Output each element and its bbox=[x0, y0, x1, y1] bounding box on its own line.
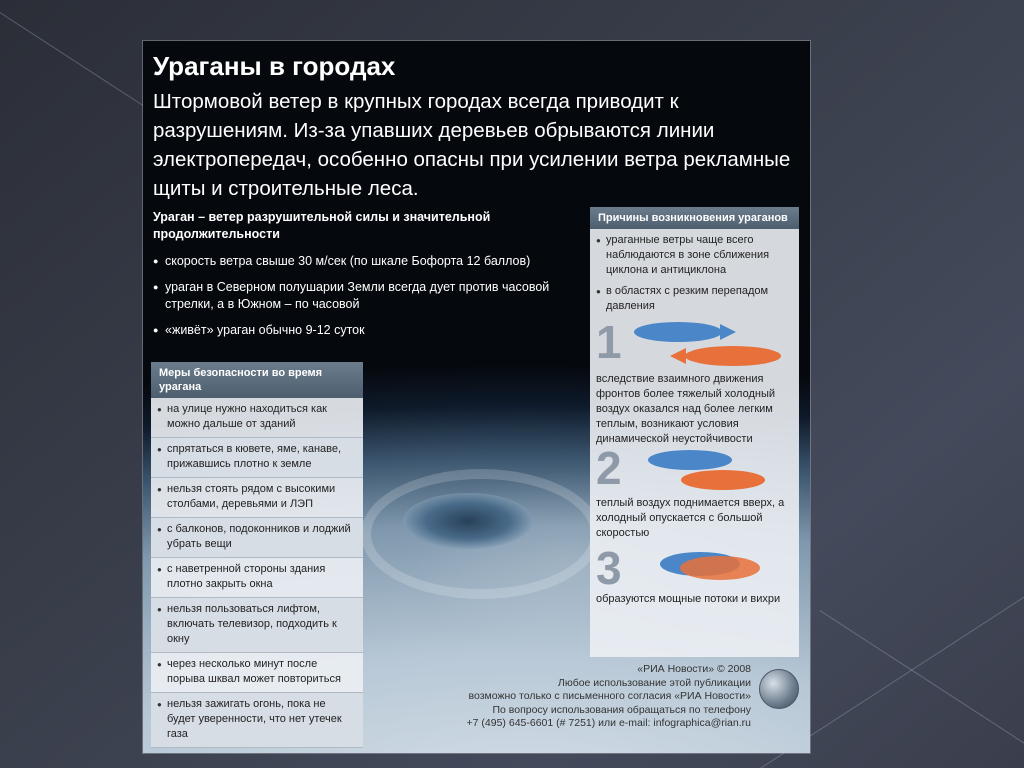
safety-item: ● на улице нужно находиться как можно дальше от зданий bbox=[151, 398, 363, 438]
cause-step-3 bbox=[590, 542, 799, 622]
safety-item: ● нельзя стоять рядом с высокими столбами, деревьями и ЛЭП bbox=[151, 478, 363, 518]
step-number: 3 bbox=[596, 542, 622, 594]
hurricane-eye-image bbox=[403, 493, 533, 549]
safety-item: ● спрятаться в кювете, яме, канаве, прижавшись плотно к земле bbox=[151, 438, 363, 478]
bullet-icon: ● bbox=[157, 525, 162, 534]
step-text: теплый воздух поднимается вверх, а холодный опускается с большой скоростью bbox=[596, 497, 785, 539]
causes-panel bbox=[590, 207, 799, 657]
background-line bbox=[0, 12, 147, 108]
copyright-line: По вопросу использования обращаться по телефону bbox=[492, 703, 751, 716]
cause-item: ● ураганные ветры чаще всего наблюдаются в зоне сближения циклона и антициклона bbox=[596, 234, 770, 276]
copyright-block bbox=[461, 663, 751, 731]
bullet-icon: ● bbox=[157, 565, 162, 574]
safety-item: ● нельзя пользоваться лифтом, включать телевизор, подходить к окну bbox=[151, 598, 363, 653]
safety-panel bbox=[151, 362, 363, 748]
safety-list bbox=[151, 398, 363, 748]
step-number: 2 bbox=[596, 442, 622, 494]
cause-item: ● в областях с резким перепадом давления bbox=[596, 285, 769, 312]
safety-item: ● через несколько минут после порыва шквал может повториться bbox=[151, 653, 363, 693]
copyright-line: «РИА Новости» © 2008 bbox=[637, 663, 751, 675]
copyright-line: Любое использование этой публикации bbox=[557, 676, 751, 689]
step-number: 1 bbox=[596, 316, 622, 368]
safety-panel-title: Меры безопасности во время урагана bbox=[151, 362, 363, 398]
bullet-icon: ● bbox=[157, 485, 162, 494]
infographic bbox=[143, 41, 810, 753]
bullet-icon: ● bbox=[596, 236, 601, 245]
definition-heading: Ураган – ветер разрушительной силы и значительной продолжительности bbox=[153, 210, 491, 241]
safety-item: ● с балконов, подоконников и лоджий убрать вещи bbox=[151, 518, 363, 558]
fact-item: ● ураган в Северном полушарии Земли всегда дует против часовой стрелки, а в Южном – по часовой bbox=[153, 279, 583, 313]
step-text: образуются мощные потоки и вихри bbox=[596, 593, 781, 605]
air-vortex-icon bbox=[628, 544, 793, 594]
air-fronts-icon bbox=[628, 318, 793, 372]
step-text: вследствие взаимного движения фронтов более тяжелый холодный воздух оказался над более легким теплым, возникают условия динамической неустойчивости bbox=[596, 373, 776, 445]
fact-item: ● скорость ветра свыше 30 м/сек (по шкале Бофорта 12 баллов) bbox=[153, 253, 583, 270]
air-fronts-icon bbox=[628, 444, 793, 498]
fact-item: ● «живёт» ураган обычно 9-12 суток bbox=[153, 322, 583, 339]
causes-panel-title: Причины возникновения ураганов bbox=[590, 207, 799, 229]
cause-step-1 bbox=[590, 316, 799, 445]
copyright-line: +7 (495) 645-6601 (# 7251) или e-mail: infographica@rian.ru bbox=[466, 717, 751, 729]
bullet-icon: ● bbox=[157, 605, 162, 614]
safety-item: ● нельзя зажигать огонь, пока не будет уверенности, что нет утечек газа bbox=[151, 693, 363, 748]
page-title: Ураганы в городах bbox=[153, 51, 396, 81]
safety-item: ● с наветренной стороны здания плотно закрыть окна bbox=[151, 558, 363, 598]
bullet-icon: ● bbox=[157, 660, 162, 669]
bullet-icon: ● bbox=[596, 287, 601, 296]
bullet-icon: ● bbox=[157, 405, 162, 414]
bullet-icon: ● bbox=[157, 445, 162, 454]
background-line bbox=[819, 610, 1024, 752]
ria-globe-logo-icon bbox=[759, 669, 799, 709]
bullet-icon: ● bbox=[157, 700, 162, 709]
copyright-line: возможно только с письменного согласия «РИА Новости» bbox=[468, 690, 751, 702]
facts-list bbox=[153, 253, 583, 348]
cause-step-2 bbox=[590, 442, 799, 542]
lead-text: Штормовой ветер в крупных городах всегда приводит к разрушениям. Из-за упавших деревьев обрываются линии электропередач, особенно опасны при усилении ветра рекламные щиты и строительные леса. bbox=[153, 90, 791, 200]
